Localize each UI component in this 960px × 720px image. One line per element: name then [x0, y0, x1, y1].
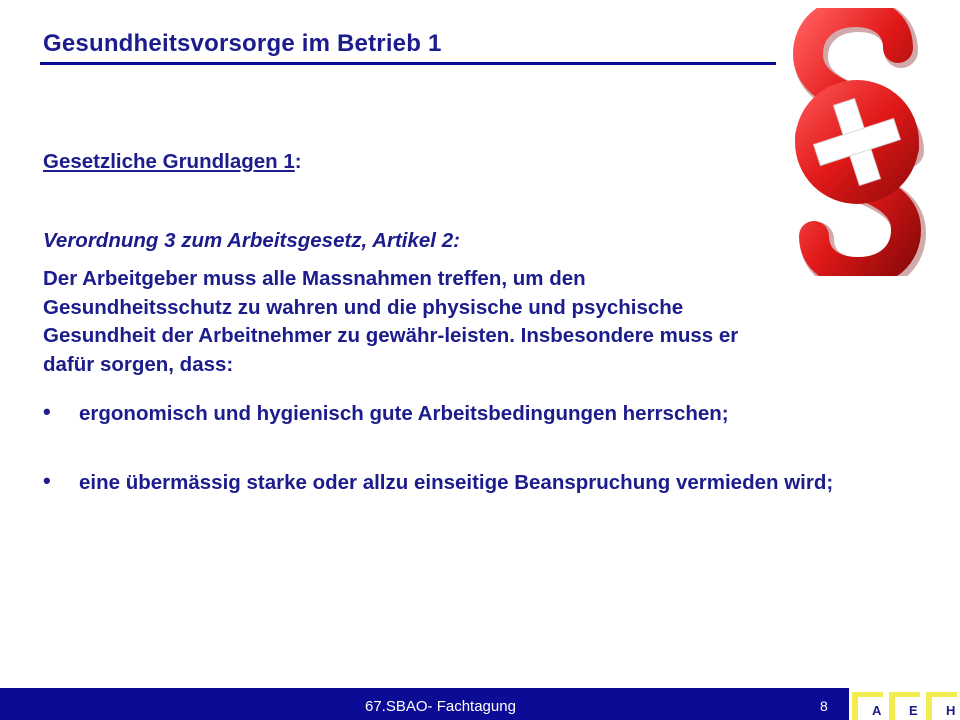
logo-letter-a: A: [872, 703, 882, 718]
aeh-logo: [849, 688, 960, 720]
list-item-text: eine übermässig starke oder allzu einseitige Beanspruchung vermieden wird;: [79, 471, 834, 494]
body-paragraph: Der Arbeitgeber muss alle Massnahmen treffen, um den Gesundheitsschutz zu wahren und die physische und psychische Gesundheit der Arbeitnehmer zu gewähr-leisten. Insbesondere muss er dafür sorgen, dass:: [43, 267, 739, 376]
list-item: [43, 400, 903, 429]
paragraph-sign-swiss-cross-icon: [778, 8, 936, 276]
logo-letter-h: H: [946, 703, 956, 718]
title-underline: [40, 62, 776, 65]
list-item: [43, 469, 903, 498]
subheading: [43, 150, 302, 174]
list-item-text: ergonomisch und hygienisch gute Arbeitsbedingungen herrschen;: [79, 402, 729, 425]
subheading-label: Gesetzliche Grundlagen 1: [43, 150, 295, 173]
ordinance-reference: Verordnung 3 zum Arbeitsgesetz, Artikel 2:: [43, 229, 460, 252]
bullet-icon: •: [43, 399, 51, 424]
page-number: 8: [820, 698, 828, 714]
subheading-colon: :: [294, 150, 302, 173]
logo-letter-e: E: [909, 703, 918, 718]
slide-title: Gesundheitsvorsorge im Betrieb 1: [43, 30, 442, 57]
footer-event-label: 67.SBAO- Fachtagung: [365, 698, 516, 715]
bullet-icon: •: [43, 468, 51, 493]
